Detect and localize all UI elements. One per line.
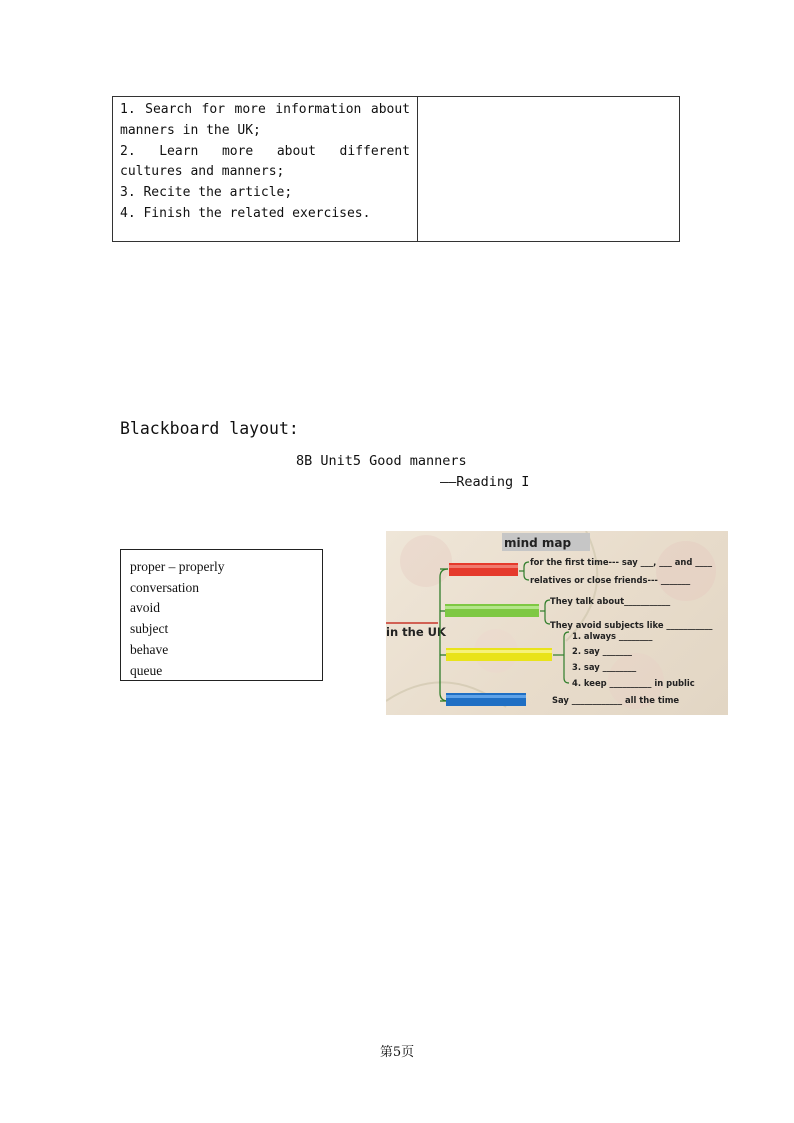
mind-map-svg [386, 531, 728, 715]
homework-item-3: 3. Recite the article; [120, 185, 293, 201]
lesson-title: 8B Unit5 Good manners [296, 453, 467, 469]
blackboard-heading: Blackboard layout: [120, 419, 299, 438]
homework-table [112, 96, 680, 242]
vocab-item: conversation [130, 579, 199, 595]
vocab-item: subject [130, 621, 169, 637]
homework-item-4: 4. Finish the related exercises. [120, 205, 371, 221]
homework-cell [113, 97, 418, 242]
branch2-line1: They talk about___________ [550, 596, 671, 606]
yellow-bar [446, 648, 552, 661]
blue-bar [446, 693, 526, 706]
mind-map-title: mind map [504, 536, 572, 550]
vocab-item: avoid [130, 600, 160, 616]
branch3-line1: 1. always ________ [572, 631, 653, 641]
vocab-item: proper – properly [130, 559, 225, 574]
homework-empty-cell [418, 97, 680, 242]
mind-map-center: in the UK [386, 625, 446, 639]
red-bar [449, 563, 518, 576]
branch4-line1: Say ____________ all the time [552, 695, 680, 705]
branch3-line3: 3. say ________ [572, 662, 637, 672]
branch3-line4: 4. keep __________ in public [572, 678, 695, 688]
branch1-line2: relatives or close friends--- _______ [530, 575, 691, 585]
branch2-line2: They avoid subjects like ___________ [550, 620, 713, 630]
branch3-line2: 2. say _______ [572, 646, 632, 656]
vocab-item: behave [130, 641, 169, 657]
lesson-subtitle: ——Reading I [440, 474, 530, 490]
homework-item-1: 1. Search for more information about manners in the UK; [120, 102, 410, 138]
vocabulary-box [120, 549, 323, 681]
mind-map-image [386, 531, 728, 715]
branch1-line1: for the first time--- say ___, ___ and ____ [530, 557, 713, 567]
green-bar [445, 604, 539, 617]
homework-item-2: 2. Learn more about different cultures and manners; [120, 143, 410, 180]
page-number: 第5页 [379, 1045, 415, 1060]
vocab-item: queue [130, 662, 163, 678]
